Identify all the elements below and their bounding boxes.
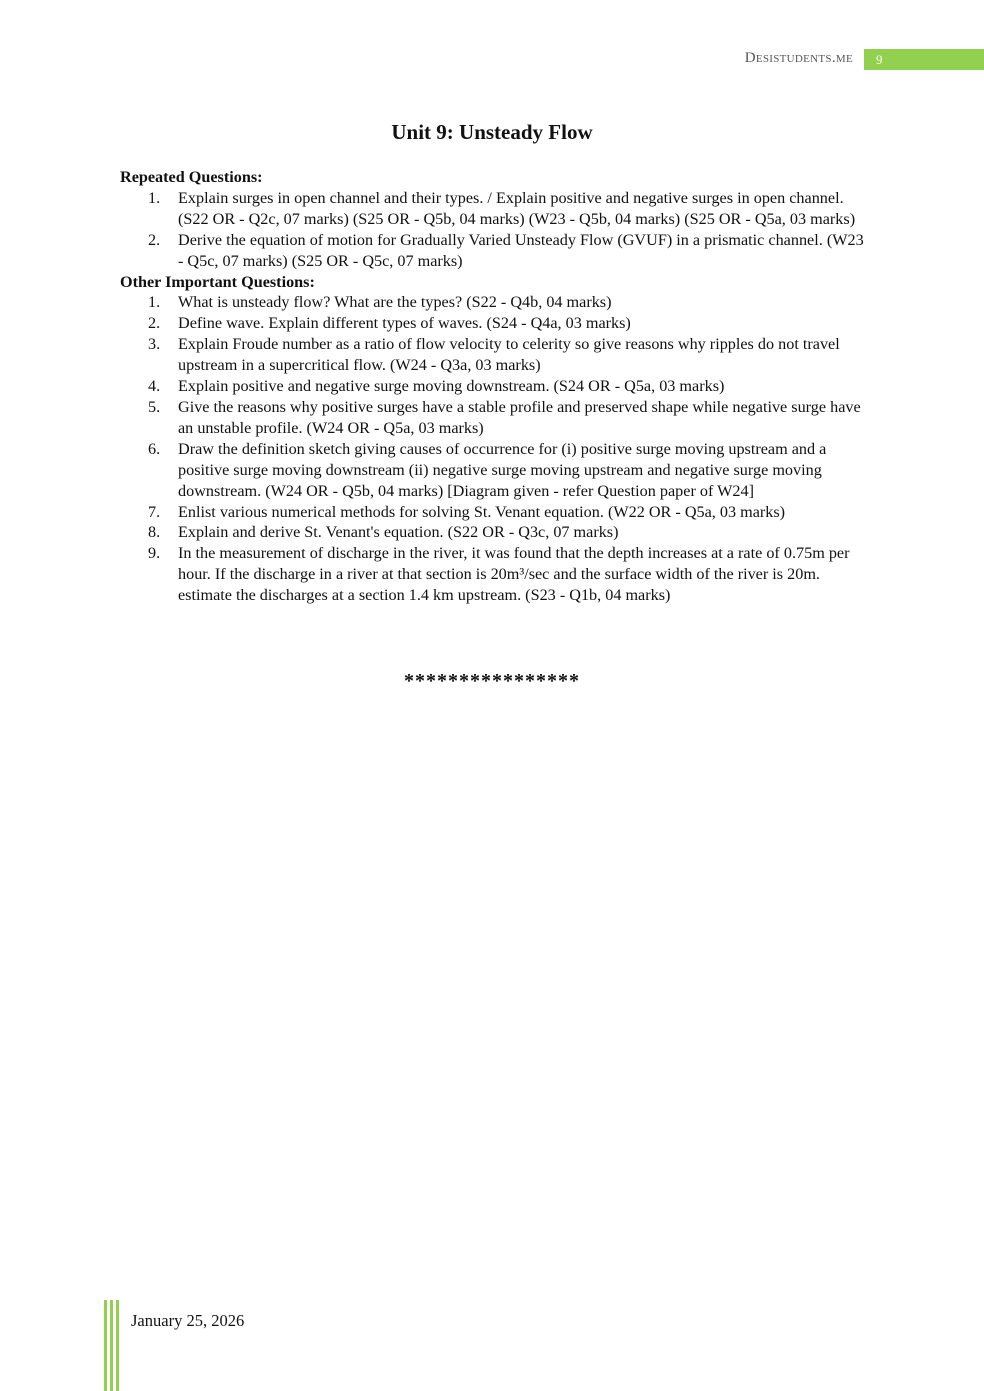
section-separator: **************** xyxy=(404,670,580,692)
item-text: Derive the equation of motion for Gradually Varied Unsteady Flow (GVUF) in a prismatic channel. (W23 - Q5c, 07 marks) (S25 OR - Q5c, 07 marks) xyxy=(178,230,864,270)
list-item xyxy=(120,397,870,439)
header-site-name: Desistudents.me xyxy=(744,50,853,66)
item-text: In the measurement of discharge in the river, it was found that the depth increases at a rate of 0.75m per hour. If the discharge in a river at that section is 20m³/sec and the surface width of the river is 20m. estimate the discharges at a section 1.4 km upstream. (S23 - Q1b, 04 marks) xyxy=(178,544,850,605)
list-item xyxy=(120,439,870,502)
footer-bar xyxy=(110,1300,113,1391)
footer-bar xyxy=(104,1300,107,1391)
list-item xyxy=(120,543,870,606)
list-item xyxy=(120,376,870,397)
unit-title: Unit 9: Unsteady Flow xyxy=(391,120,593,144)
item-text: Give the reasons why positive surges have a stable profile and preserved shape while negative surge have an unstable profile. (W24 OR - Q5a, 03 marks) xyxy=(178,397,861,437)
item-number: 3. xyxy=(148,335,161,354)
list-item xyxy=(120,334,870,376)
item-number: 7. xyxy=(148,502,161,521)
list-item xyxy=(120,188,870,230)
item-number: 2. xyxy=(148,230,161,249)
other-questions-heading: Other Important Questions: xyxy=(120,272,315,291)
item-number: 5. xyxy=(148,397,161,416)
question-list xyxy=(120,167,870,606)
item-text: What is unsteady flow? What are the types? (S22 - Q4b, 04 marks) xyxy=(178,293,612,312)
item-number: 4. xyxy=(148,377,161,396)
list-item xyxy=(120,502,870,523)
list-item xyxy=(120,313,870,334)
page-number-badge xyxy=(864,49,984,70)
item-text: Enlist various numerical methods for solving St. Venant equation. (W22 OR - Q5a, 03 marks) xyxy=(178,502,786,521)
list-item xyxy=(120,522,870,543)
item-number: 8. xyxy=(148,523,161,542)
footer-date: January 25, 2026 xyxy=(131,1311,245,1330)
item-text: Explain positive and negative surge moving downstream. (S24 OR - Q5a, 03 marks) xyxy=(178,377,725,396)
list-item xyxy=(120,292,870,313)
footer-bar xyxy=(116,1300,119,1391)
item-text: Draw the definition sketch giving causes of occurrence for (i) positive surge moving upstream and a positive surge moving downstream (ii) negative surge moving upstream and negative surge moving downstream. (W24 OR - Q5b, 04 marks) [Diagram given - refer Question paper of W24] xyxy=(178,439,827,500)
list-item xyxy=(120,230,870,272)
item-text: Explain surges in open channel and their types. / Explain positive and negative surges in open channel. (S22 OR - Q2c, 07 marks) (S25 OR - Q5b, 04 marks) (W23 - Q5b, 04 marks) (S25 OR - Q5a, 03 marks) xyxy=(178,188,856,228)
repeated-questions-list xyxy=(120,188,870,272)
item-text: Explain and derive St. Venant's equation. (S22 OR - Q3c, 07 marks) xyxy=(178,523,619,542)
page-number: 9 xyxy=(876,52,883,67)
item-text: Explain Froude number as a ratio of flow velocity to celerity so give reasons why ripples do not travel upstream in a supercritical flow. (W24 - Q3a, 03 marks) xyxy=(178,335,840,375)
repeated-questions-heading: Repeated Questions: xyxy=(120,168,263,186)
other-questions-list xyxy=(120,292,870,606)
item-number: 6. xyxy=(148,439,161,458)
footer-accent-bars xyxy=(104,1300,120,1391)
item-number: 1. xyxy=(148,188,161,207)
item-number: 1. xyxy=(148,293,161,312)
item-number: 2. xyxy=(148,314,161,333)
item-number: 9. xyxy=(148,544,161,563)
item-text: Define wave. Explain different types of waves. (S24 - Q4a, 03 marks) xyxy=(178,314,631,333)
